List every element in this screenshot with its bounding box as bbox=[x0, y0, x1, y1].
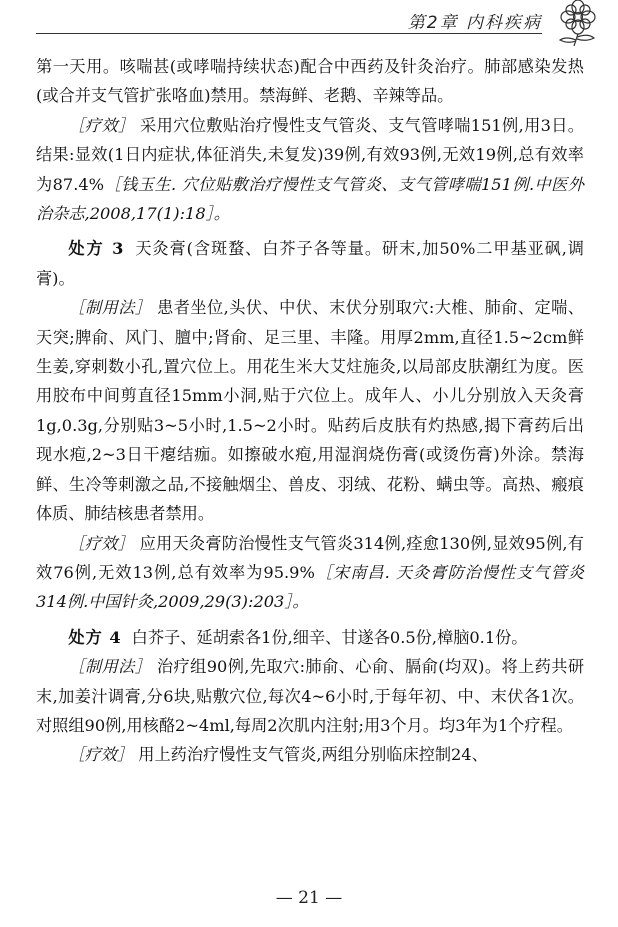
efficacy-tag: ［疗效］ bbox=[68, 533, 135, 553]
paragraph-text: 白芥子、延胡索各1份,细辛、甘遂各0.5份,樟脑0.1份。 bbox=[131, 627, 528, 647]
efficacy-paragraph bbox=[36, 529, 584, 617]
method-paragraph bbox=[36, 293, 584, 528]
paragraph-text: 用上药治疗慢性支气管炎,两组分别临床控制24、 bbox=[138, 745, 488, 765]
citation: ［宋南昌. 天灸膏防治慢性支气管炎314例.中国针灸,2009,29(3):203］。 bbox=[36, 562, 584, 612]
prescription-paragraph bbox=[36, 623, 584, 652]
paragraph-text: 采用穴位敷贴治疗慢性支气管炎、支气管哮喘151例,用3日。结果:显效(1日内症状,体征消失,未复发)39例,有效93例,无效19例,总有效率为87.4% bbox=[36, 115, 584, 194]
paragraph bbox=[36, 52, 584, 111]
prescription-label: 处方 3 bbox=[68, 239, 125, 259]
prescription-label: 处方 4 bbox=[68, 627, 122, 647]
efficacy-paragraph bbox=[36, 111, 584, 229]
prescription-paragraph bbox=[36, 234, 584, 293]
paragraph-text: 治疗组90例,先取穴:肺俞、心俞、膈俞(均双)。将上药共研末,加姜汁调膏,分6块,贴敷穴位,每次4~6小时,于每年初、中、末伏各1次。对照组90例,用核酪2~4ml,每周2次肌内注射;用3个月。均3年为1个疗程。 bbox=[36, 657, 585, 735]
flower-icon bbox=[546, 0, 610, 46]
paragraph-text: 第一天用。咳喘甚(或哮喘持续状态)配合中西药及针灸治疗。肺部感染发热(或合并支气管扩张咯血)禁用。禁海鲜、老鹅、辛辣等品。 bbox=[36, 57, 584, 106]
page-header bbox=[36, 0, 618, 40]
method-tag: ［制用法］ bbox=[68, 298, 152, 318]
header-rule bbox=[36, 33, 542, 34]
efficacy-tag: ［疗效］ bbox=[68, 115, 135, 135]
efficacy-tag: ［疗效］ bbox=[68, 745, 134, 765]
method-paragraph bbox=[36, 652, 584, 740]
paragraph-text: 患者坐位,头伏、中伏、末伏分别取穴:大椎、肺俞、定喘、天突;脾俞、风门、膻中;肾俞、足三里、丰隆。用厚2mm,直径1.5~2cm鲜生姜,穿刺数小孔,置穴位上。用花生米大艾炷施灸,以局部皮肤潮红为度。医用胶布中间剪直径15mm小洞,贴于穴位上。成年人、小儿分别放入天灸膏1g,0.3g,分别贴3~5小时,1.5~2小时。贴药后皮肤有灼热感,揭下膏药后出现水疱,2~3日干瘪结痂。如擦破水疱,用湿润烧伤膏(或烫伤膏)外涂。禁海鲜、生冷等刺激之品,不接触烟尘、兽皮、羽绒、花粉、螨虫等。高热、瘢痕体质、肺结核患者禁用。 bbox=[36, 298, 584, 524]
efficacy-paragraph bbox=[36, 740, 584, 769]
page-number: — 21 — bbox=[275, 888, 343, 908]
citation: ［钱玉生. 穴位贴敷治疗慢性支气管炎、支气管哮喘151例.中医外治杂志,2008,17(1):18］。 bbox=[36, 174, 584, 224]
method-tag: ［制用法］ bbox=[68, 657, 152, 677]
chapter-title: 第2章 内科疾病 bbox=[407, 13, 542, 33]
page-body bbox=[36, 52, 584, 770]
paragraph-text: 应用天灸膏防治慢性支气管炎314例,痊愈130例,显效95例,有效76例,无效13例,总有效率为95.9% bbox=[36, 533, 584, 582]
paragraph-text: 天灸膏(含斑蝥、白芥子各等量。研末,加50%二甲基亚砜,调膏)。 bbox=[36, 239, 584, 288]
